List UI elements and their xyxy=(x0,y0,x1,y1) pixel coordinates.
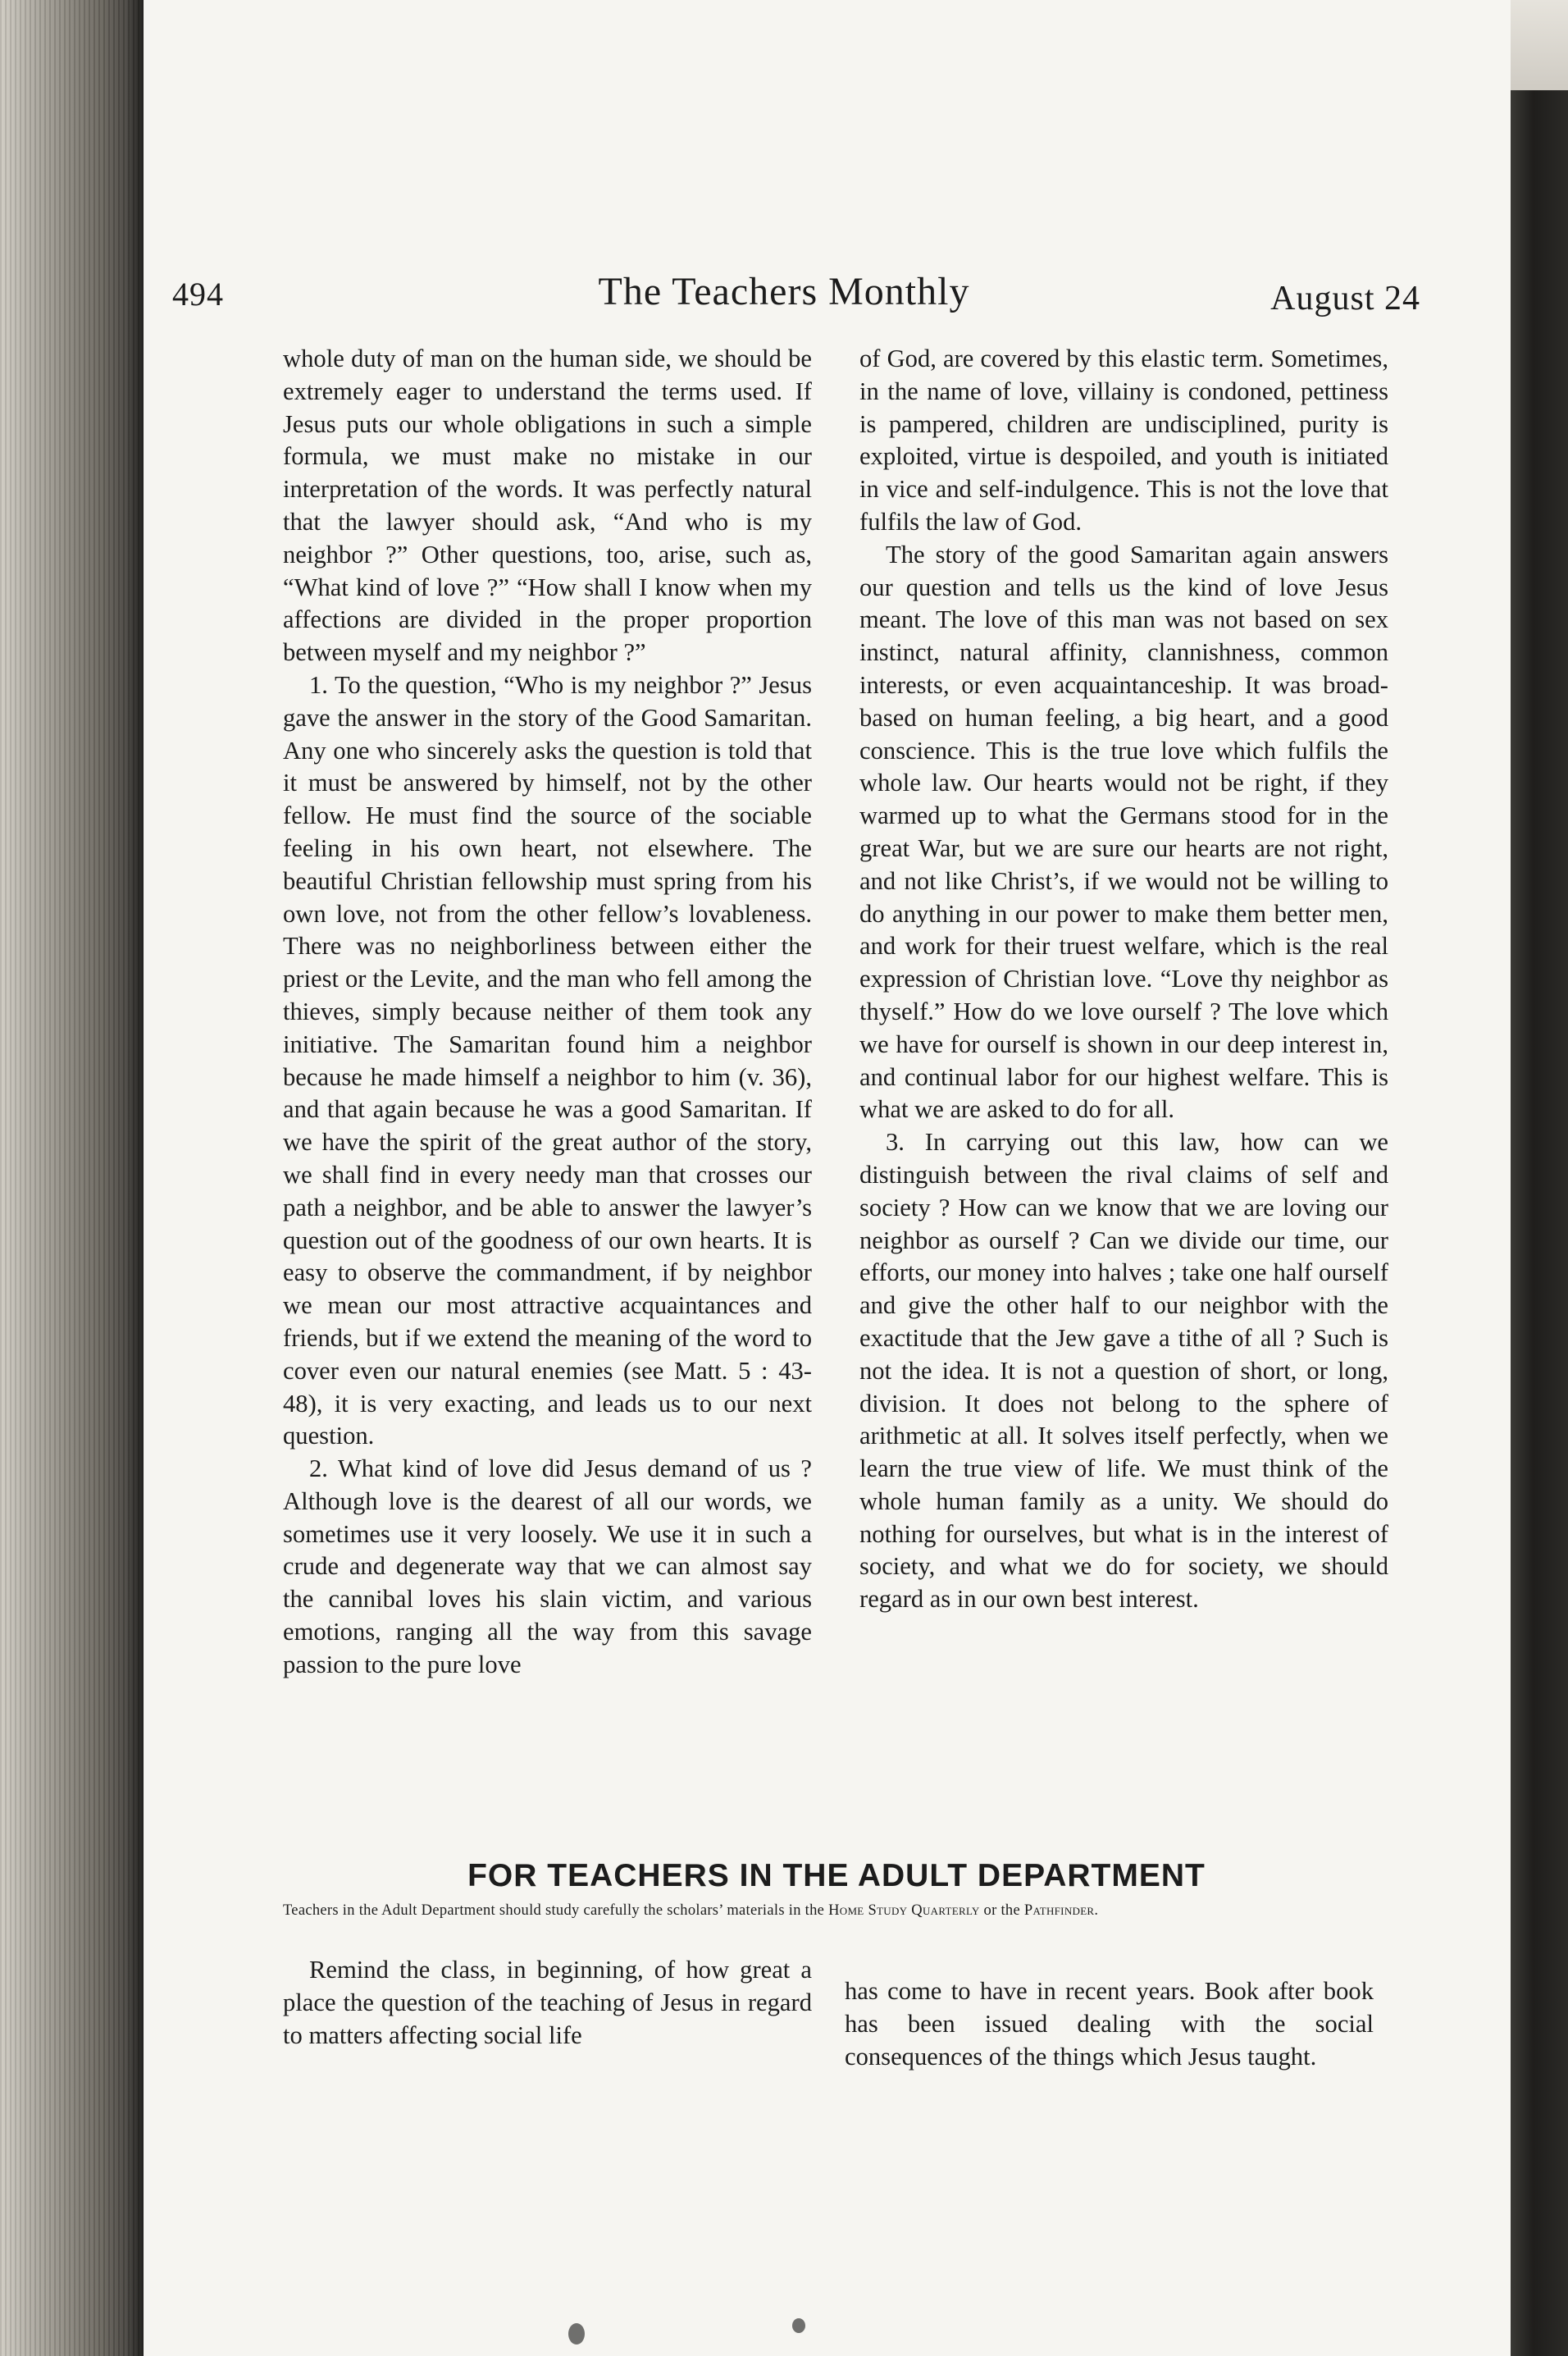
paragraph: Remind the class, in beginning, of how great a place the question of the teaching of Jesus in regard to matters affecting social life xyxy=(283,1956,812,2049)
paragraph: whole duty of man on the human side, we should be extremely eager to understand the terms used. If Jesus puts our whole obligations in such a simple formula, we must make no mistake in our interpretation of the words. It was perfectly natural that the lawyer should ask, “And who is my neighbor ?” Other questions, too, arise, such as, “What kind of love ?” “How shall I know when my affections are divided in the proper proportion between myself and my neighbor ?” xyxy=(283,345,812,667)
right-column xyxy=(859,343,1388,1616)
note-smallcaps: Pathfinder xyxy=(1023,1902,1095,1919)
paragraph: 2. What kind of love did Jesus demand of us ? Although love is the dearest of all our words, we sometimes use it very loosely. We use it in such a crude and degenerate way that we can almost say the cannibal loves his slain victim, and various emotions, ranging all the way from this savage passion to the pure love xyxy=(283,1454,812,1678)
section-left-column xyxy=(283,1954,812,2052)
ink-spot xyxy=(792,2318,805,2333)
section-heading: FOR TEACHERS IN THE ADULT DEPARTMENT xyxy=(467,1858,1206,1893)
page-edge-dark xyxy=(1511,90,1568,2356)
note-text: . xyxy=(1094,1902,1099,1919)
section-note xyxy=(283,1902,1390,1920)
paragraph: has come to have in recent years. Book after book has been issued dealing with the social consequences of the things which Jesus taught. xyxy=(845,1977,1374,2071)
ink-spot xyxy=(568,2323,585,2345)
note-text: or the xyxy=(979,1902,1024,1919)
paragraph: of God, are covered by this elastic term. Sometimes, in the name of love, villainy is condoned, pettiness is pampered, children are undisciplined, purity is exploited, virtue is despoiled, and youth is initiated in vice and self-indulgence. This is not the love that fulfils the law of God. xyxy=(859,345,1388,536)
note-text: Teachers in the Adult Department should study carefully the scholars’ materials in the xyxy=(283,1902,829,1919)
issue-date: August 24 xyxy=(1270,280,1420,317)
paragraph: 3. In carrying out this law, how can we distinguish between the rival claims of self and society ? How can we know that we are loving our neighbor as ourself ? Can we divide our time, our efforts, our money into halves ; take one half ourself and give the other half to our neighbor with the exactitude that the Jew gave a tithe of all ? Such is not the idea. It is not a question of short, or long, division. It does not belong to the sphere of arithmetic at all. It solves itself perfectly, when we learn the true view of life. We must think of the whole human family as a unity. We should do nothing for ourselves, but what is in the interest of society, and what we do for society, we should regard as in our own best interest. xyxy=(859,1128,1388,1614)
page-edge-top xyxy=(1511,0,1568,90)
section-right-column xyxy=(845,1975,1374,2073)
left-column xyxy=(283,343,812,1682)
page-number: 494 xyxy=(172,276,224,313)
paragraph: 1. To the question, “Who is my neighbor ?” Jesus gave the answer in the story of the Good Samaritan. Any one who sincerely asks the question is told that it must be answered by himself, not by the other fellow. He must find the source of the sociable feeling in his own heart, not elsewhere. The beautiful Christian fellowship must spring from his own love, not from the other fellow’s lovableness. There was no neighborliness between either the priest or the Levite, and the man who fell among the thieves, simply because neither of them took any initiative. The Samaritan found him a neighbor because he made himself a neighbor to him (v. 36), and that again because he was a good Samaritan. If we have the spirit of the great author of the story, we shall find in every needy man that crosses our path a neighbor, and be able to answer the lawyer’s question out of the goodness of our own hearts. It is easy to observe the commandment, if by neighbor we mean our most attractive acquaintances and friends, but if we extend the meaning of the word to cover even our natural enemies (see Matt. 5 : 43-48), it is very exacting, and leads us to our next question. xyxy=(283,670,812,1450)
book-binding xyxy=(0,0,144,2356)
paragraph: The story of the good Samaritan again answers our question and tells us the kind of love Jesus meant. The love of this man was not based on sex instinct, natural affinity, clannishness, common interests, or even acquaintanceship. It was broad-based on human feeling, a big heart, and a good conscience. This is the true love which fulfils the whole law. Our hearts would not be right, if they warmed up to what the Germans stood for in the great War, but we are sure our hearts are not right, and not like Christ’s, if we would not be willing to do anything in our power to make them better men, and work for their truest welfare, which is the real expression of Christian love. “Love thy neighbor as thyself.” How do we love ourself ? The love which we have for ourself is shown in our deep interest in, and continual labor for our highest welfare. This is what we are asked to do for all. xyxy=(859,540,1388,1124)
running-title: The Teachers Monthly xyxy=(598,270,970,313)
note-smallcaps: Home Study Quarterly xyxy=(828,1902,980,1919)
